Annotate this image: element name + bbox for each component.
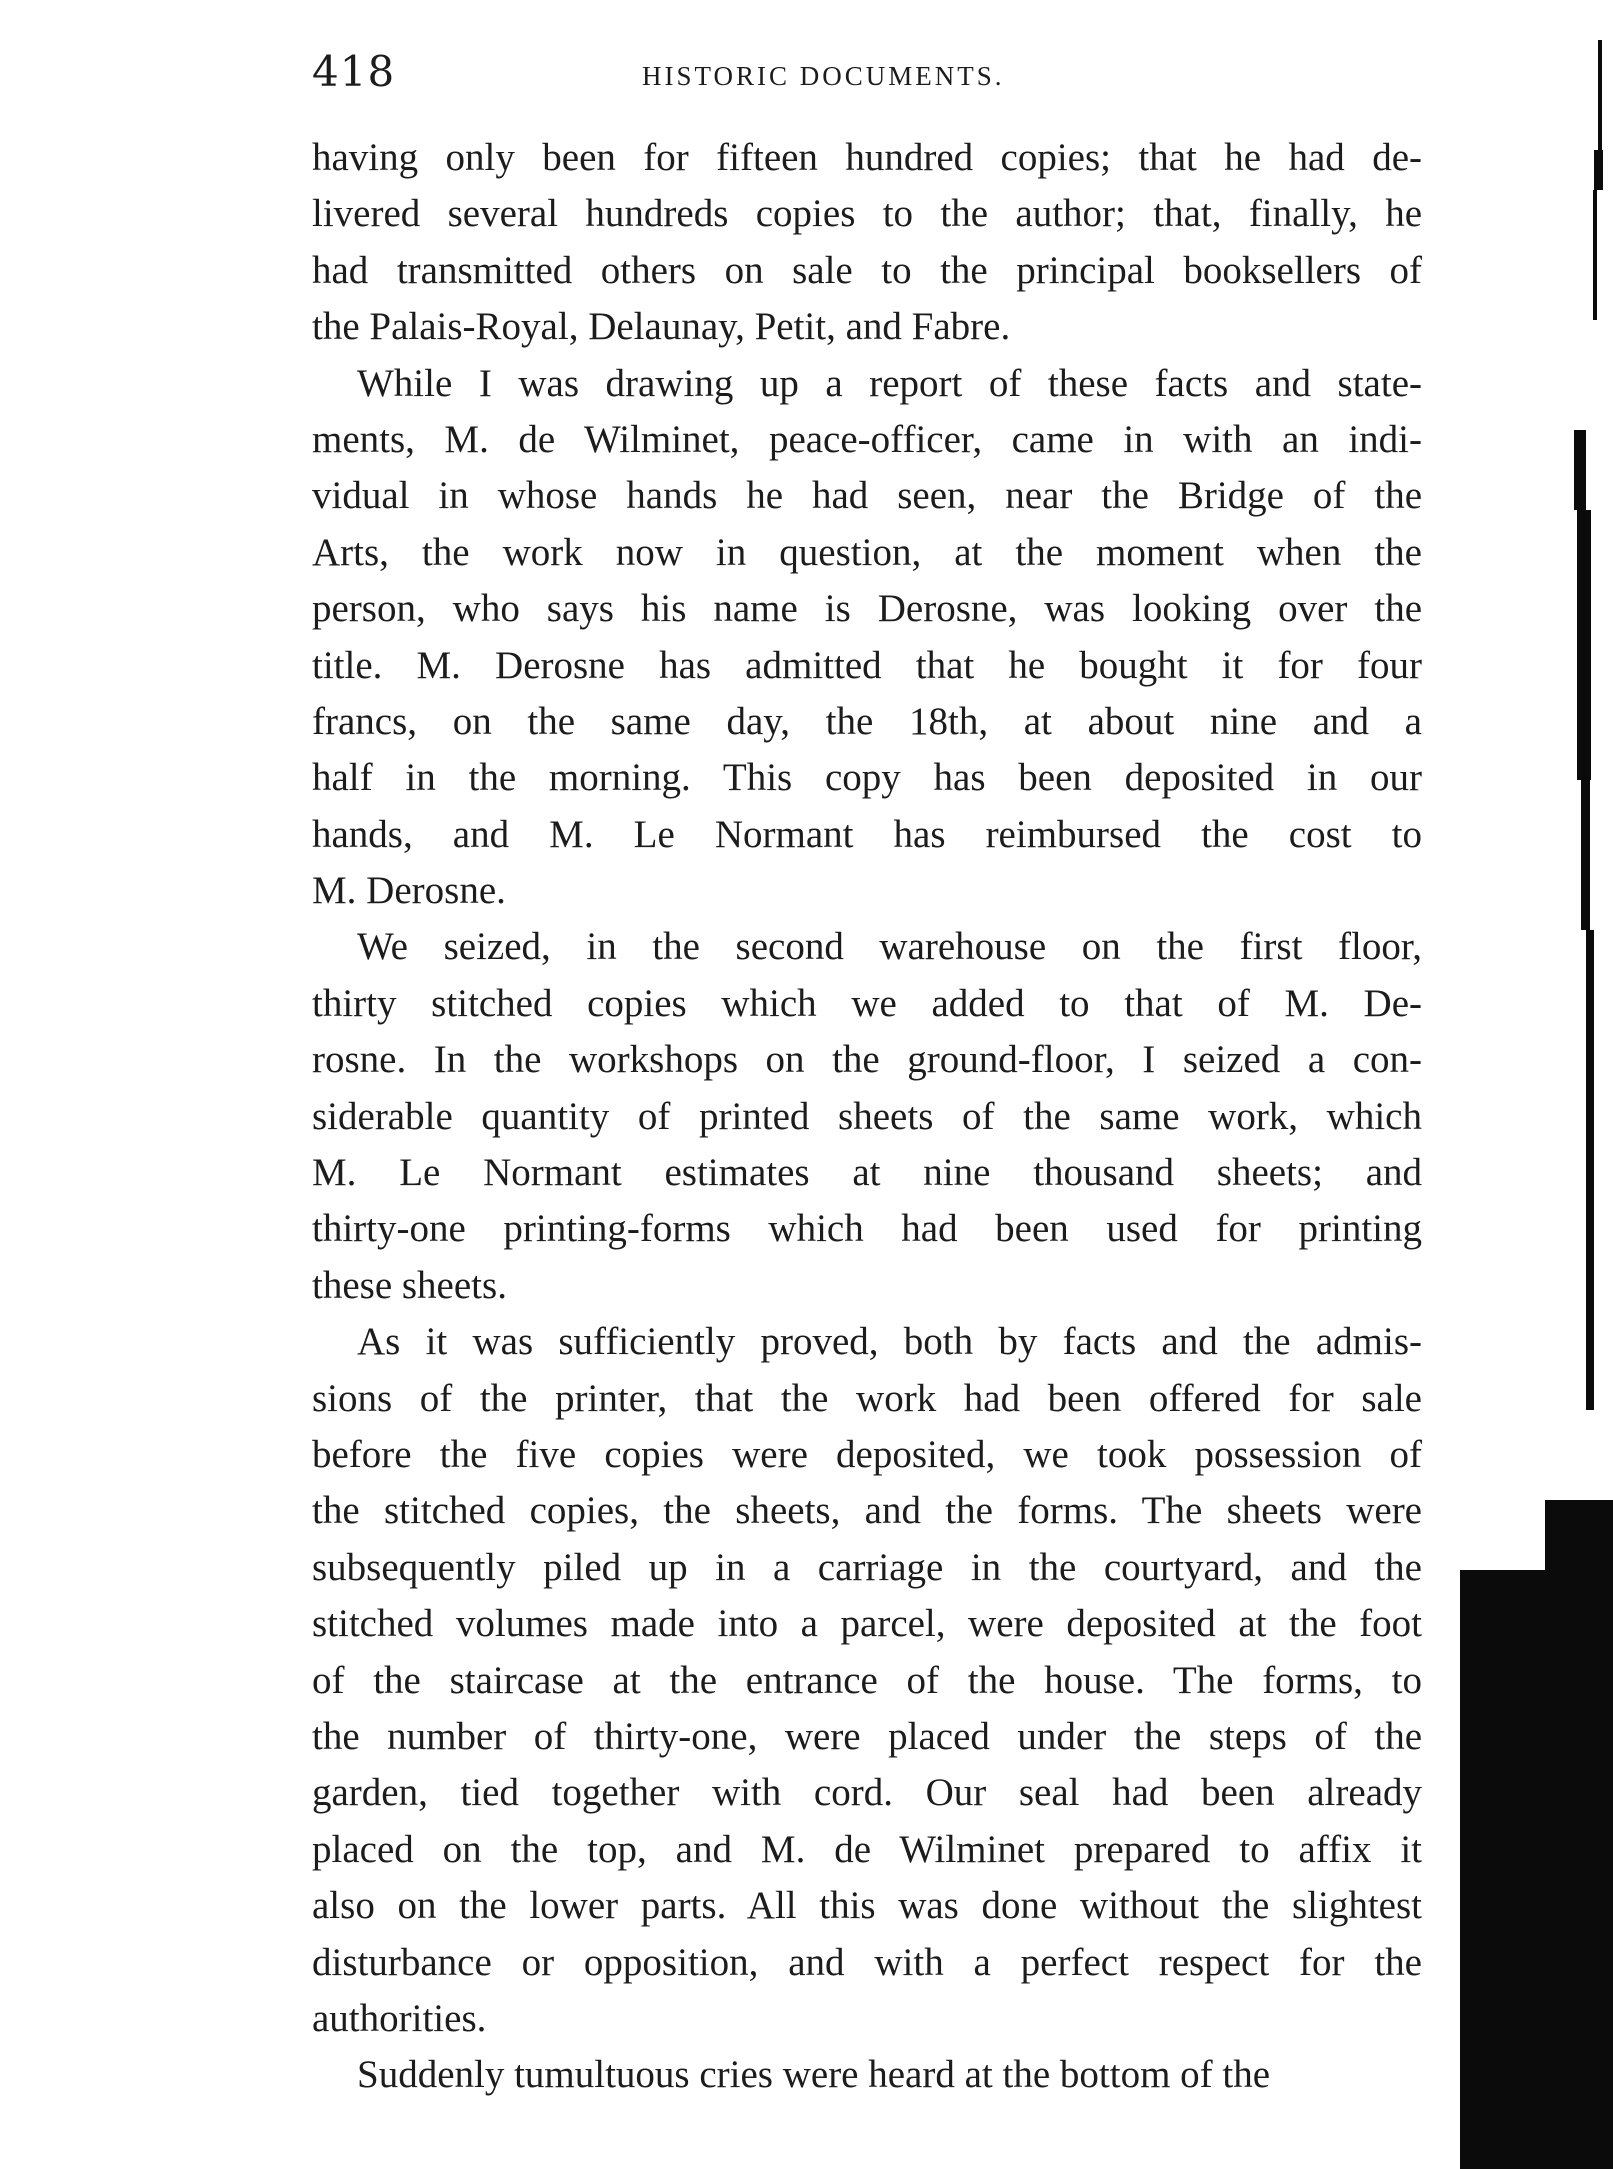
scan-edge-artifact (1577, 510, 1591, 780)
text-line: While I was drawing up a report of these facts and state- (357, 361, 1422, 405)
text-line: title. M. Derosne has admitted that he bought it for four (312, 643, 1422, 687)
scan-edge-artifact (1598, 40, 1602, 150)
text-line: sions of the printer, that the work had been offered for sale (312, 1376, 1422, 1420)
running-head: HISTORIC DOCUMENTS. (642, 61, 1005, 91)
scan-edge-artifact (1545, 1500, 1613, 1570)
text-line: thirty stitched copies which we added to that of M. De- (312, 981, 1422, 1025)
text-line: these sheets. (312, 1263, 507, 1307)
text-line: authorities. (312, 1996, 487, 2040)
text-line: the stitched copies, the sheets, and the forms. The sheets were (312, 1489, 1422, 1533)
text-line: before the five copies were deposited, we took possession of (312, 1432, 1422, 1476)
text-line: also on the lower parts. All this was done without the slightest (312, 1884, 1422, 1928)
text-line: the Palais-Royal, Delaunay, Petit, and Fabre. (312, 305, 1011, 349)
scan-edge-artifact (1594, 150, 1603, 190)
body-text (312, 130, 1422, 2104)
text-line: Arts, the work now in question, at the moment when the (312, 530, 1422, 574)
text-line: Suddenly tumultuous cries were heard at the bottom of the (357, 2053, 1271, 2097)
text-line: vidual in whose hands he had seen, near the Bridge of the (312, 474, 1422, 518)
text-line: hands, and M. Le Normant has reimbursed the cost to (312, 812, 1422, 856)
scan-edge-artifact (1574, 430, 1586, 510)
page-header (312, 42, 1422, 102)
text-line: As it was sufficiently proved, both by facts and the admis- (357, 1320, 1422, 1364)
page-number: 418 (312, 47, 396, 96)
text-line: francs, on the same day, the 18th, at about nine and a (312, 699, 1422, 743)
text-line: rosne. In the workshops on the ground-floor, I seized a con- (312, 1038, 1422, 1082)
text-line: person, who says his name is Derosne, was looking over the (312, 587, 1422, 631)
scan-edge-artifact (1460, 1570, 1613, 2169)
text-line: M. Le Normant estimates at nine thousand sheets; and (312, 1151, 1422, 1195)
paragraph (312, 1314, 1422, 2047)
text-line: thirty-one printing-forms which had been used for printing (312, 1207, 1422, 1251)
text-line: placed on the top, and M. de Wilminet prepared to affix it (312, 1827, 1422, 1871)
text-line: had transmitted others on sale to the principal booksellers of (312, 248, 1422, 292)
text-line: We seized, in the second warehouse on the first floor, (357, 925, 1422, 969)
paragraph (312, 919, 1422, 1314)
text-line: stitched volumes made into a parcel, were deposited at the foot (312, 1602, 1422, 1646)
paragraph (312, 130, 1422, 356)
text-line: livered several hundreds copies to the author; that, finally, he (312, 192, 1422, 236)
text-line: siderable quantity of printed sheets of the same work, which (312, 1094, 1422, 1138)
text-line: having only been for fifteen hundred copies; that he had de- (312, 136, 1422, 179)
text-line: garden, tied together with cord. Our seal had been already (312, 1771, 1422, 1815)
text-line: half in the morning. This copy has been deposited in our (312, 756, 1422, 800)
paragraph (312, 356, 1422, 920)
text-line: ments, M. de Wilminet, peace-officer, came in with an indi- (312, 417, 1422, 461)
text-line: disturbance or opposition, and with a perfect respect for the (312, 1940, 1422, 1984)
text-line: of the staircase at the entrance of the house. The forms, to (312, 1658, 1422, 1702)
text-line: M. Derosne. (312, 869, 506, 913)
text-line: the number of thirty-one, were placed under the steps of the (312, 1714, 1422, 1758)
paragraph (312, 2047, 1422, 2103)
scan-edge-artifact (1581, 780, 1590, 930)
scan-edge-artifact (1586, 930, 1594, 1410)
text-line: subsequently piled up in a carriage in the courtyard, and the (312, 1545, 1422, 1589)
scan-edge-artifact (1593, 190, 1597, 320)
